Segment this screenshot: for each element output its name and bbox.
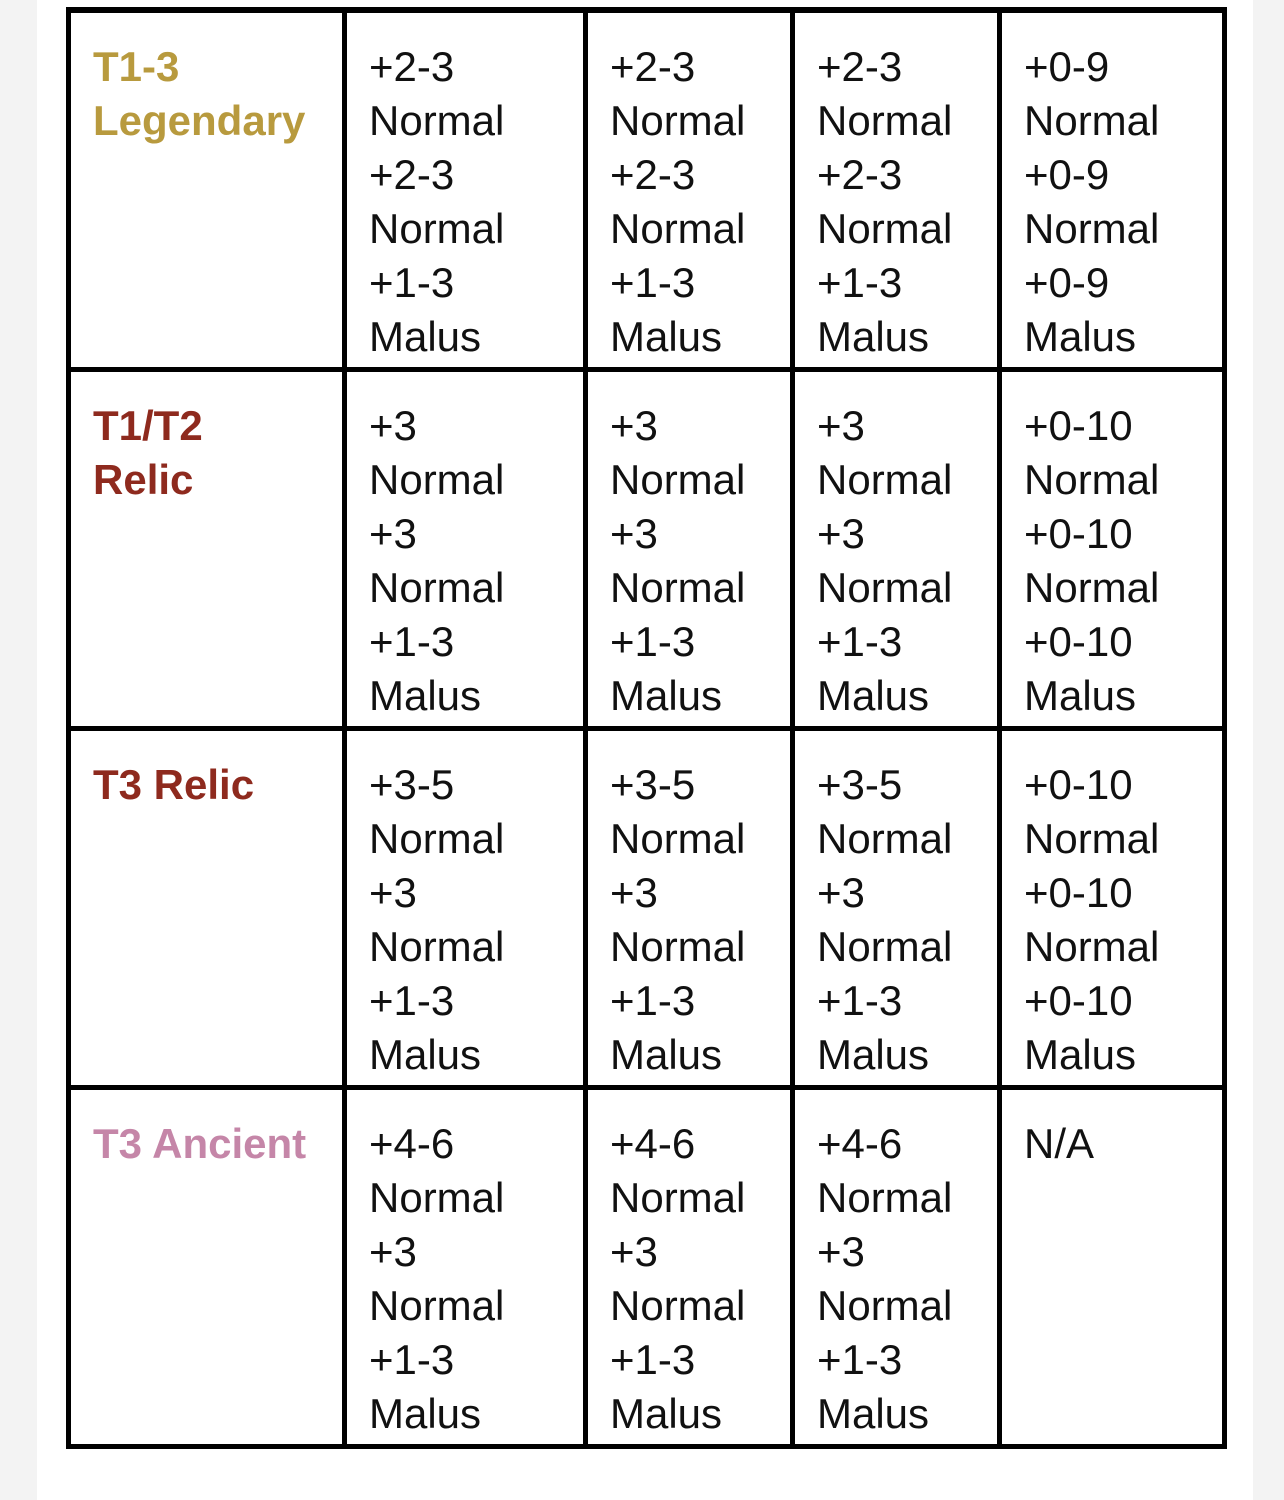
stat-line: +1-3: [817, 1335, 903, 1383]
stat-line: Normal: [369, 814, 505, 862]
stat-line: +2-3: [610, 43, 696, 90]
tier-label: T3 Relic: [93, 760, 255, 808]
stat-line: +3: [369, 509, 417, 557]
stat-values: [347, 372, 583, 723]
stat-line: Normal: [610, 97, 746, 144]
stat-line: Normal: [610, 205, 746, 252]
stat-line: Malus: [817, 1389, 930, 1437]
stat-line: +1-3: [369, 1335, 455, 1383]
stat-line: Normal: [610, 563, 746, 611]
stat-cell: [1000, 1087, 1225, 1446]
stat-line: N/A: [1024, 1119, 1095, 1167]
stat-line: Normal: [817, 814, 953, 862]
stat-values: [795, 1090, 997, 1441]
stat-cell: [1000, 728, 1225, 1087]
stat-cell: [793, 369, 1000, 728]
stat-line: +0-10: [1024, 509, 1133, 557]
stat-line: +1-3: [369, 617, 455, 665]
stat-line: Normal: [369, 1281, 505, 1329]
stat-values: [588, 13, 790, 364]
stat-line: Malus: [610, 313, 723, 360]
stat-line: +0-9: [1024, 259, 1110, 306]
stat-line: +1-3: [817, 259, 903, 306]
stat-values: [795, 731, 997, 1082]
stat-values: [588, 372, 790, 723]
table-row: [69, 1087, 1225, 1446]
stat-line: +1-3: [817, 617, 903, 665]
stat-line: Normal: [817, 97, 953, 144]
stat-values: [347, 13, 583, 364]
stat-line: +3: [817, 401, 865, 449]
tier-cell: [69, 1087, 345, 1446]
stat-line: +4-6: [817, 1119, 903, 1167]
stat-cell: [586, 10, 793, 369]
stat-line: Malus: [369, 671, 482, 719]
tier-label: T1-3 Legendary: [93, 43, 306, 144]
stat-line: +1-3: [369, 976, 455, 1024]
stat-line: +0-10: [1024, 868, 1133, 916]
stat-line: Normal: [610, 1281, 746, 1329]
stat-line: +1-3: [610, 976, 696, 1024]
tier-stats-table: [66, 7, 1227, 1449]
tier-cell: [69, 728, 345, 1087]
stat-cell: [345, 369, 586, 728]
stat-values: [588, 1090, 790, 1441]
stat-line: +0-10: [1024, 401, 1133, 449]
stat-line: +3: [369, 401, 417, 449]
stat-line: Normal: [369, 563, 505, 611]
stat-line: +2-3: [369, 151, 455, 198]
stat-line: +2-3: [817, 43, 903, 90]
stat-line: Normal: [817, 205, 953, 252]
stat-line: Normal: [1024, 563, 1160, 611]
stat-line: +3: [610, 509, 658, 557]
stat-values: [347, 1090, 583, 1441]
stat-cell: [586, 1087, 793, 1446]
stat-line: Normal: [610, 922, 746, 970]
stat-line: +1-3: [369, 259, 455, 306]
stat-line: +3: [369, 1227, 417, 1275]
stat-line: Malus: [817, 313, 930, 360]
stat-line: +0-9: [1024, 43, 1110, 90]
stat-line: Malus: [1024, 313, 1137, 360]
stat-line: Malus: [610, 671, 723, 719]
stat-line: Normal: [610, 814, 746, 862]
stat-cell: [1000, 10, 1225, 369]
stat-line: +0-10: [1024, 760, 1133, 808]
stat-line: +0-10: [1024, 976, 1133, 1024]
stat-line: +3: [817, 868, 865, 916]
stat-line: +1-3: [817, 976, 903, 1024]
stat-line: +3-5: [817, 760, 903, 808]
stat-cell: [793, 10, 1000, 369]
stat-line: Malus: [1024, 671, 1137, 719]
stat-line: Normal: [817, 1173, 953, 1221]
stat-line: +3: [610, 868, 658, 916]
table-row: [69, 10, 1225, 369]
stat-line: +3: [610, 1227, 658, 1275]
stat-values: [588, 731, 790, 1082]
stat-line: +3: [817, 1227, 865, 1275]
stat-values: [347, 731, 583, 1082]
tier-cell: [69, 369, 345, 728]
stat-line: Malus: [369, 1389, 482, 1437]
stat-line: +0-10: [1024, 617, 1133, 665]
stat-line: +2-3: [369, 43, 455, 90]
stat-cell: [345, 1087, 586, 1446]
stat-line: +4-6: [610, 1119, 696, 1167]
table-row: [69, 728, 1225, 1087]
stat-line: Normal: [369, 922, 505, 970]
stat-line: Malus: [1024, 1030, 1137, 1078]
stat-line: Malus: [817, 671, 930, 719]
stat-line: Malus: [369, 313, 482, 360]
table-row: [69, 369, 1225, 728]
tier-cell: [69, 10, 345, 369]
stat-line: Normal: [1024, 814, 1160, 862]
stat-line: Normal: [369, 97, 505, 144]
stat-line: +1-3: [610, 1335, 696, 1383]
stat-line: Malus: [610, 1030, 723, 1078]
stat-line: +1-3: [610, 259, 696, 306]
stat-line: +0-9: [1024, 151, 1110, 198]
stat-line: +4-6: [369, 1119, 455, 1167]
stat-line: Malus: [610, 1389, 723, 1437]
stat-cell: [345, 10, 586, 369]
tier-label: T1/T2 Relic: [93, 401, 203, 503]
table-body: [69, 10, 1225, 1446]
stat-line: Normal: [817, 455, 953, 503]
stat-line: Normal: [369, 1173, 505, 1221]
stat-values: [1002, 13, 1222, 364]
stat-cell: [793, 728, 1000, 1087]
tier-label: T3 Ancient: [93, 1119, 307, 1167]
stat-line: Normal: [817, 1281, 953, 1329]
stat-line: +2-3: [817, 151, 903, 198]
stat-line: +3: [817, 509, 865, 557]
stat-values: [795, 372, 997, 723]
stat-line: +3: [610, 401, 658, 449]
stat-line: +3-5: [610, 760, 696, 808]
stat-line: +3: [369, 868, 417, 916]
stat-cell: [586, 728, 793, 1087]
stat-line: Normal: [369, 455, 505, 503]
stat-line: Normal: [817, 563, 953, 611]
stat-cell: [345, 728, 586, 1087]
stat-values: [1002, 731, 1222, 1082]
stat-values: [1002, 372, 1222, 723]
stat-line: +2-3: [610, 151, 696, 198]
stat-line: Normal: [817, 922, 953, 970]
stat-cell: [586, 369, 793, 728]
stat-values: [795, 13, 997, 364]
stat-line: +3-5: [369, 760, 455, 808]
stat-line: Normal: [1024, 922, 1160, 970]
stat-cell: [1000, 369, 1225, 728]
stat-values: [1002, 1090, 1222, 1171]
stat-cell: [793, 1087, 1000, 1446]
stat-line: +1-3: [610, 617, 696, 665]
stat-line: Normal: [1024, 455, 1160, 503]
stat-line: Normal: [1024, 97, 1160, 144]
stat-line: Malus: [369, 1030, 482, 1078]
stat-line: Normal: [610, 1173, 746, 1221]
stat-line: Normal: [1024, 205, 1160, 252]
stat-line: Malus: [817, 1030, 930, 1078]
stat-line: Normal: [369, 205, 505, 252]
stat-line: Normal: [610, 455, 746, 503]
